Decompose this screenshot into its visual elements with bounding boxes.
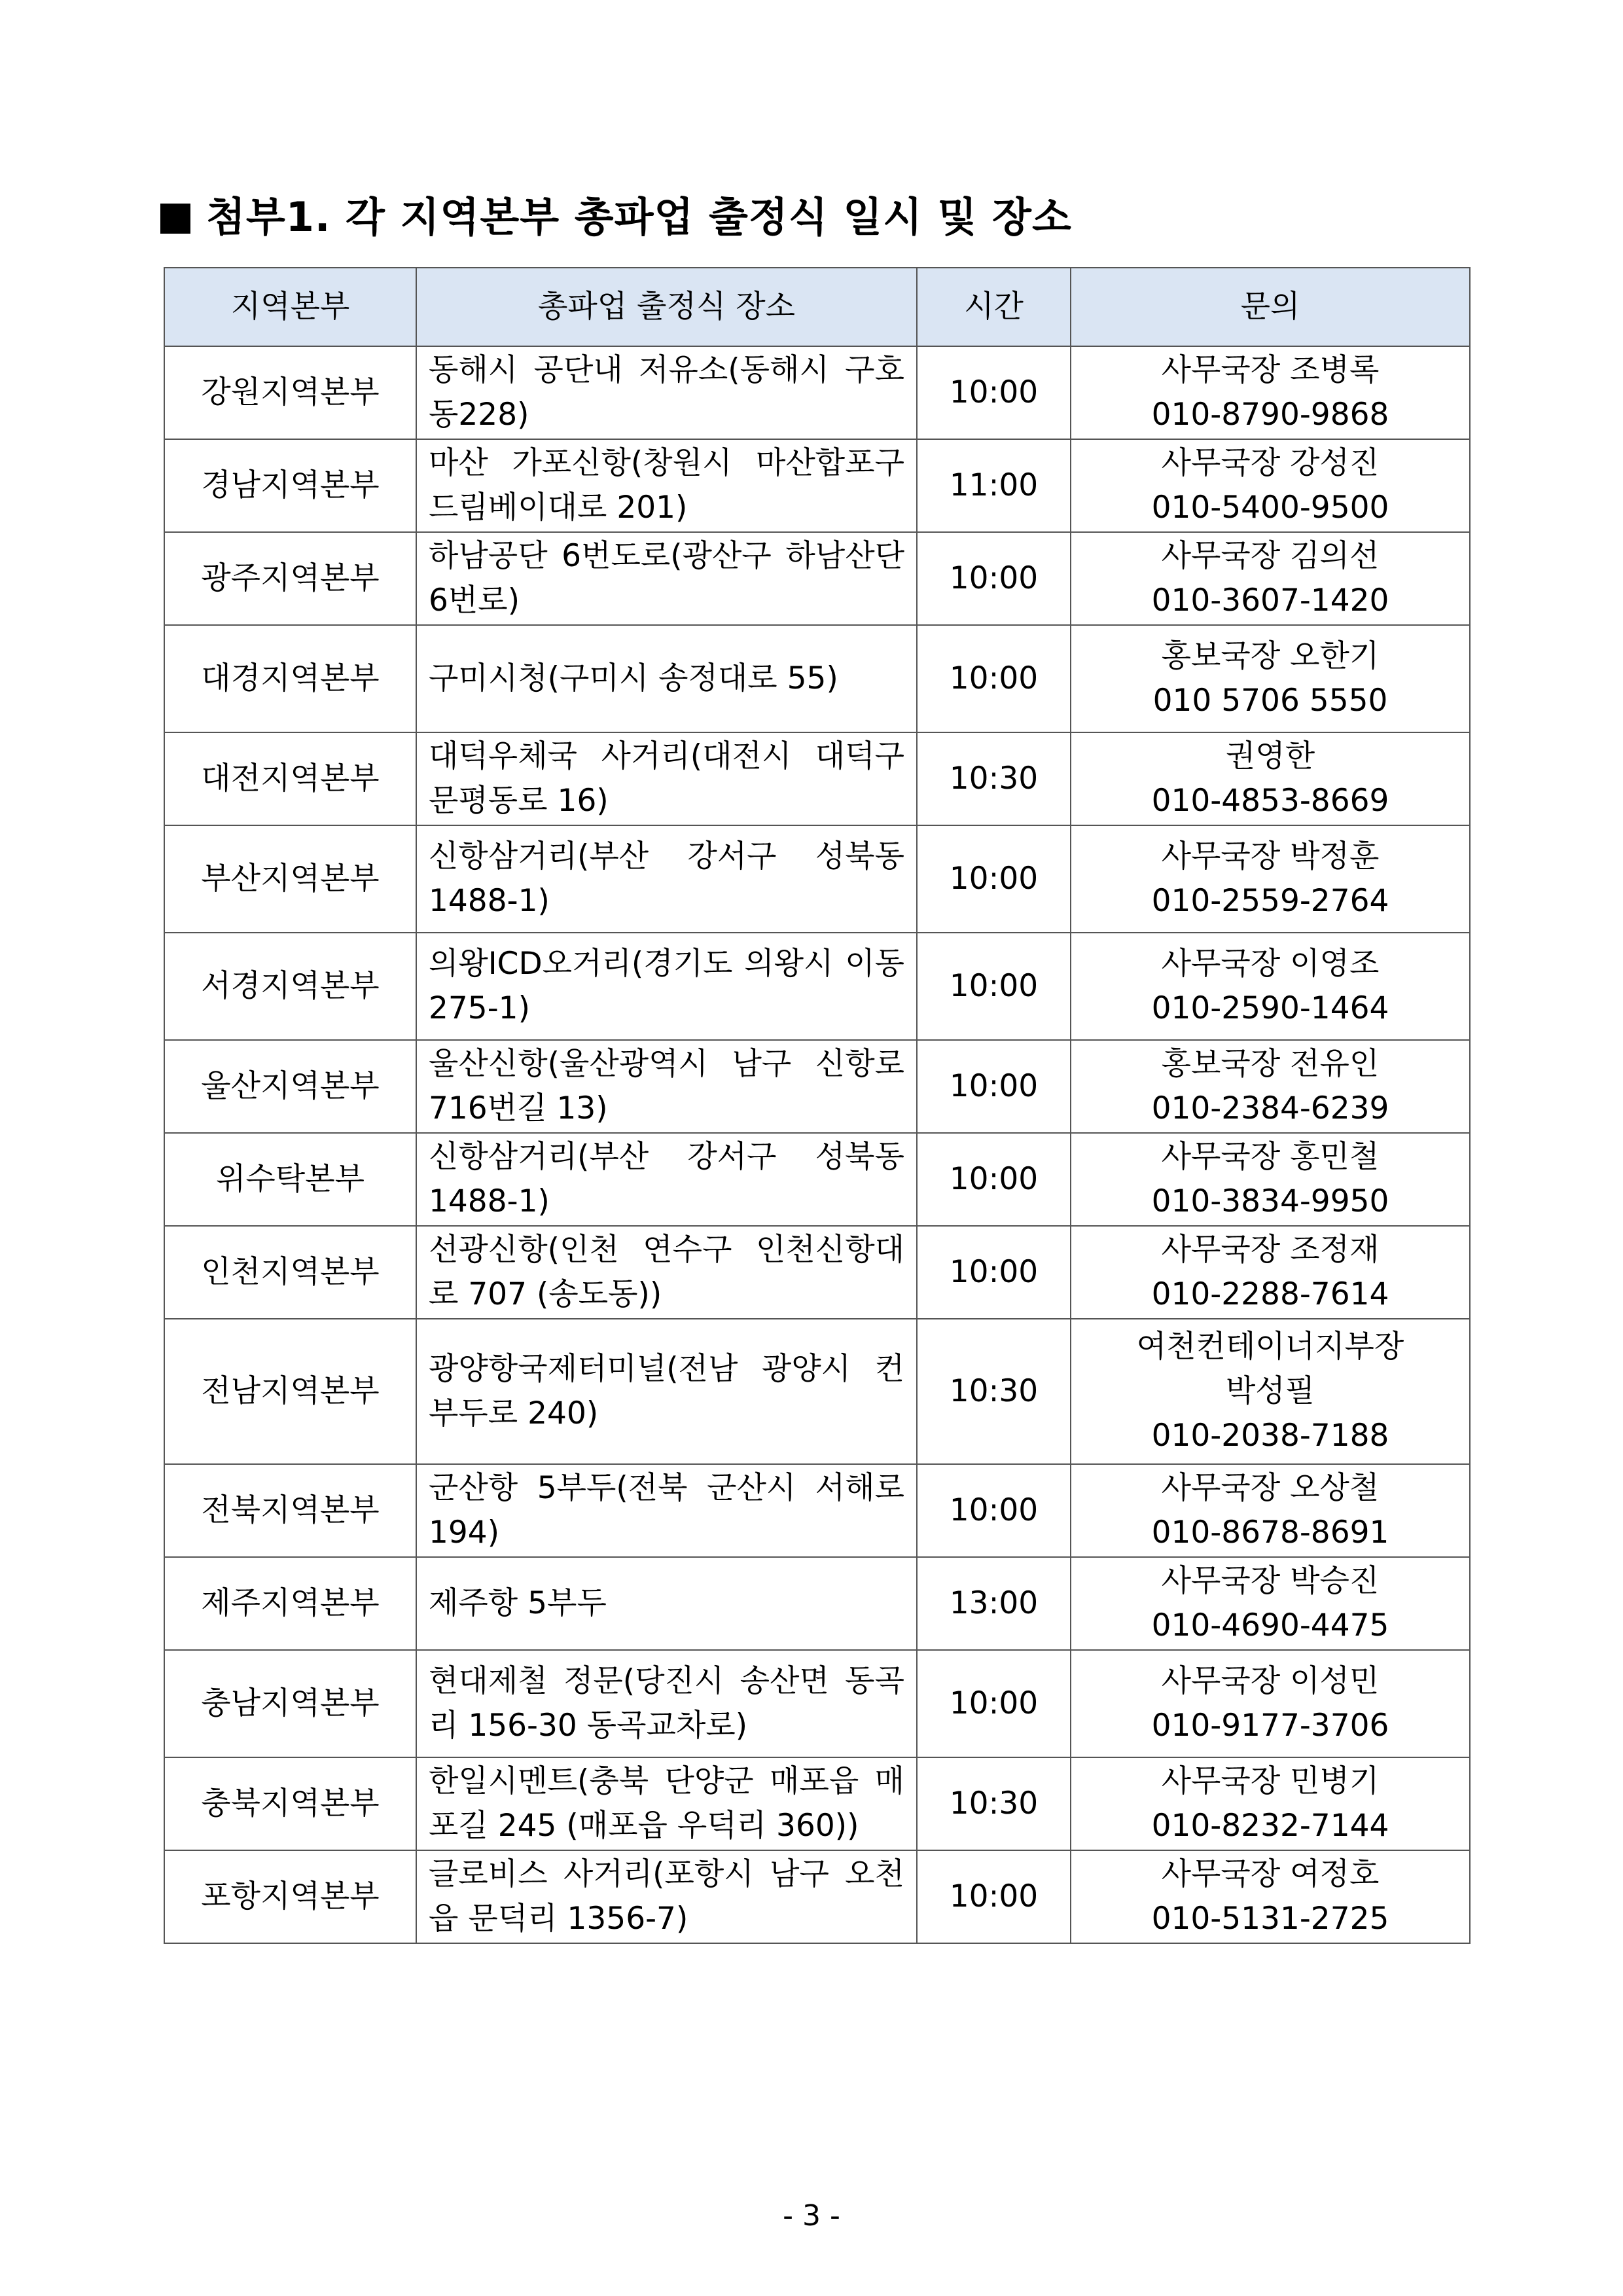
- cell-contact: [1071, 1040, 1470, 1133]
- contact-name: 사무국장 오상철: [1161, 1469, 1380, 1506]
- cell-contact: [1071, 825, 1470, 933]
- table-row: [164, 732, 1470, 825]
- cell-time: 10:00: [917, 1464, 1071, 1557]
- cell-contact: [1071, 1850, 1470, 1943]
- contact-phone: 010-2590-1464: [1151, 990, 1389, 1026]
- cell-region: 부산지역본부: [164, 825, 416, 933]
- cell-location: 대덕우체국 사거리(대전시 대덕구 문평동로 16): [416, 732, 917, 825]
- contact-name: 사무국장 조정재: [1161, 1231, 1380, 1268]
- contact-phone: 010 5706 5550: [1152, 683, 1388, 719]
- cell-contact: [1071, 1464, 1470, 1557]
- contact-name: 사무국장 여정호: [1161, 1856, 1380, 1892]
- table-row: [164, 1226, 1470, 1319]
- cell-time: 10:00: [917, 346, 1071, 439]
- cell-location: 구미시청(구미시 송정대로 55): [416, 625, 917, 732]
- cell-time: 10:00: [917, 1040, 1071, 1133]
- cell-location: 마산 가포신항(창원시 마산합포구 드림베이대로 201): [416, 439, 917, 532]
- table-header-row: [164, 268, 1470, 346]
- cell-time: 13:00: [917, 1557, 1071, 1650]
- cell-time: 10:00: [917, 1850, 1071, 1943]
- cell-region: 대경지역본부: [164, 625, 416, 732]
- schedule-table: [164, 267, 1471, 1944]
- cell-region: 충북지역본부: [164, 1757, 416, 1850]
- cell-region: 전남지역본부: [164, 1319, 416, 1464]
- contact-phone: 010-2559-2764: [1151, 883, 1389, 919]
- square-bullet-icon: [160, 204, 190, 234]
- contact-phone: 010-8678-8691: [1151, 1515, 1389, 1551]
- cell-time: 10:00: [917, 825, 1071, 933]
- cell-region: 울산지역본부: [164, 1040, 416, 1133]
- cell-region: 광주지역본부: [164, 532, 416, 625]
- contact-phone: 010-2038-7188: [1151, 1418, 1389, 1454]
- contact-name: 사무국장 이성민: [1161, 1662, 1380, 1699]
- contact-phone: 010-9177-3706: [1151, 1708, 1389, 1744]
- table-row: [164, 439, 1470, 532]
- contact-name: 사무국장 박정훈: [1161, 838, 1380, 874]
- cell-time: 10:30: [917, 732, 1071, 825]
- cell-region: 대전지역본부: [164, 732, 416, 825]
- table-row: [164, 1650, 1470, 1757]
- contact-phone: 010-8790-9868: [1151, 397, 1389, 433]
- cell-region: 제주지역본부: [164, 1557, 416, 1650]
- cell-contact: [1071, 532, 1470, 625]
- cell-location: 의왕ICD오거리(경기도 의왕시 이동 275-1): [416, 933, 917, 1040]
- cell-contact: [1071, 1557, 1470, 1650]
- cell-time: 10:30: [917, 1319, 1071, 1464]
- cell-time: 10:00: [917, 1226, 1071, 1319]
- cell-contact: [1071, 732, 1470, 825]
- cell-region: 서경지역본부: [164, 933, 416, 1040]
- page-title-text: 첨부1. 각 지역본부 총파업 출정식 일시 및 장소: [206, 193, 1072, 241]
- contact-phone: 010-3834-9950: [1151, 1183, 1389, 1219]
- table-row: [164, 532, 1470, 625]
- table-row: [164, 825, 1470, 933]
- cell-location: 신항삼거리(부산 강서구 성북동 1488-1): [416, 825, 917, 933]
- page-number: - 3 -: [783, 2199, 840, 2233]
- table-row: [164, 1040, 1470, 1133]
- cell-region: 강원지역본부: [164, 346, 416, 439]
- cell-location: 현대제철 정문(당진시 송산면 동곡리 156-30 동곡교차로): [416, 1650, 917, 1757]
- cell-location: 제주항 5부두: [416, 1557, 917, 1650]
- cell-time: 10:30: [917, 1757, 1071, 1850]
- contact-name: 사무국장 이영조: [1161, 945, 1380, 982]
- contact-phone: 010-4690-4475: [1151, 1607, 1389, 1643]
- cell-location: 하남공단 6번도로(광산구 하남산단 6번로): [416, 532, 917, 625]
- cell-region: 전북지역본부: [164, 1464, 416, 1557]
- contact-name: 사무국장 박승진: [1161, 1562, 1380, 1599]
- cell-location: 군산항 5부두(전북 군산시 서해로 194): [416, 1464, 917, 1557]
- contact-title: 여천컨테이너지부장: [1136, 1328, 1404, 1365]
- cell-time: 10:00: [917, 933, 1071, 1040]
- cell-location: 울산신항(울산광역시 남구 신항로 716번길 13): [416, 1040, 917, 1133]
- cell-location: 글로비스 사거리(포항시 남구 오천읍 문덕리 1356-7): [416, 1850, 917, 1943]
- header-location: 총파업 출정식 장소: [416, 268, 917, 346]
- cell-contact: [1071, 439, 1470, 532]
- cell-time: 11:00: [917, 439, 1071, 532]
- table-row: [164, 1133, 1470, 1226]
- cell-region: 충남지역본부: [164, 1650, 416, 1757]
- cell-location: 한일시멘트(충북 단양군 매포읍 매포길 245 (매포읍 우덕리 360)): [416, 1757, 917, 1850]
- table-row: [164, 1850, 1470, 1943]
- cell-time: 10:00: [917, 1650, 1071, 1757]
- contact-phone: 010-2384-6239: [1151, 1090, 1389, 1126]
- cell-contact: [1071, 1650, 1470, 1757]
- cell-contact: [1071, 1319, 1470, 1464]
- contact-phone: 010-8232-7144: [1151, 1808, 1389, 1844]
- contact-phone: 010-3607-1420: [1151, 583, 1389, 619]
- contact-name: 홍보국장 오한기: [1161, 637, 1380, 674]
- cell-time: 10:00: [917, 625, 1071, 732]
- cell-time: 10:00: [917, 532, 1071, 625]
- contact-phone: 010-4853-8669: [1151, 783, 1389, 819]
- table-row: [164, 1319, 1470, 1464]
- contact-phone: 010-5131-2725: [1151, 1901, 1389, 1937]
- table-row: [164, 625, 1470, 732]
- cell-location: 신항삼거리(부산 강서구 성북동 1488-1): [416, 1133, 917, 1226]
- cell-region: 위수탁본부: [164, 1133, 416, 1226]
- contact-name: 사무국장 민병기: [1161, 1763, 1380, 1799]
- cell-contact: [1071, 1757, 1470, 1850]
- contact-name: 사무국장 홍민철: [1161, 1138, 1380, 1175]
- contact-phone: 010-5400-9500: [1151, 490, 1389, 526]
- page-title: [160, 185, 1072, 243]
- contact-name: 권영한: [1225, 738, 1315, 774]
- contact-name: 홍보국장 전유인: [1161, 1045, 1380, 1082]
- table-row: [164, 933, 1470, 1040]
- cell-contact: [1071, 1133, 1470, 1226]
- table-row: [164, 1464, 1470, 1557]
- cell-time: 10:00: [917, 1133, 1071, 1226]
- contact-name: 사무국장 강성진: [1161, 444, 1380, 481]
- contact-name: 사무국장 조병록: [1161, 351, 1380, 388]
- cell-contact: [1071, 346, 1470, 439]
- contact-name: 박성필: [1225, 1372, 1315, 1409]
- table-row: [164, 1757, 1470, 1850]
- table-row: [164, 346, 1470, 439]
- contact-name: 사무국장 김의선: [1161, 537, 1380, 574]
- header-time: 시간: [917, 268, 1071, 346]
- cell-location: 선광신항(인천 연수구 인천신항대로 707 (송도동)): [416, 1226, 917, 1319]
- cell-location: 광양항국제터미널(전남 광양시 컨부두로 240): [416, 1319, 917, 1464]
- contact-phone: 010-2288-7614: [1151, 1276, 1389, 1312]
- header-contact: 문의: [1071, 268, 1470, 346]
- cell-region: 경남지역본부: [164, 439, 416, 532]
- table-row: [164, 1557, 1470, 1650]
- cell-location: 동해시 공단내 저유소(동해시 구호동228): [416, 346, 917, 439]
- cell-contact: [1071, 625, 1470, 732]
- header-region: 지역본부: [164, 268, 416, 346]
- cell-region: 포항지역본부: [164, 1850, 416, 1943]
- cell-contact: [1071, 933, 1470, 1040]
- cell-region: 인천지역본부: [164, 1226, 416, 1319]
- cell-contact: [1071, 1226, 1470, 1319]
